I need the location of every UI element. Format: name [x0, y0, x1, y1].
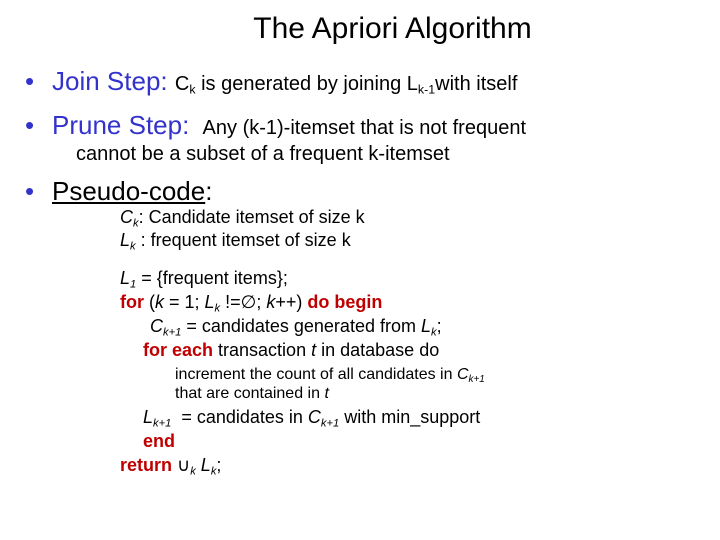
do-begin-keyword: do begin	[307, 292, 383, 312]
for-mid: = 1;	[164, 292, 205, 312]
increment-C-subscript: k+1	[468, 373, 485, 385]
ck-definition	[120, 207, 365, 229]
pseudo-code-colon: :	[205, 176, 213, 206]
foreach-t: t	[311, 340, 317, 360]
bullet-dot: •	[25, 66, 35, 96]
return-L: L	[200, 455, 211, 475]
for-each-keyword: for each	[143, 340, 214, 360]
lk1-C: C	[307, 407, 321, 427]
lk-definition	[120, 230, 351, 252]
for-keyword: for	[120, 292, 144, 312]
join-step-line	[52, 66, 517, 97]
l1-subscript: 1	[130, 278, 137, 291]
return-L-subscript: k	[210, 465, 217, 478]
lk-def-text: : frequent itemset of size k	[135, 230, 351, 250]
lk1-symbol: L	[143, 407, 154, 427]
code-line-candidates	[150, 316, 442, 338]
code-line-lk1	[143, 407, 480, 429]
bullet-dot: •	[25, 110, 35, 140]
code-line-l1	[120, 268, 288, 290]
join-step-text	[175, 73, 518, 95]
candidates-L-subscript: k	[430, 326, 437, 339]
code-line-for	[120, 292, 382, 314]
ck-subscript: k	[189, 82, 196, 97]
for-L-subscript: k	[214, 302, 221, 315]
foreach-rest: in database do	[316, 340, 440, 360]
code-line-contained	[175, 385, 329, 403]
return-keyword: return	[120, 455, 173, 475]
increment-C: C	[456, 366, 469, 383]
code-line-foreach	[143, 340, 439, 361]
join-text-2: with itself	[435, 73, 518, 95]
for-k2: k	[266, 292, 276, 312]
candidates-text: = candidates generated from	[181, 316, 421, 336]
return-semicolon: ;	[216, 455, 222, 475]
union-symbol: ∪	[172, 455, 191, 475]
contained-text: that are contained in	[175, 385, 325, 402]
for-open: (	[144, 292, 155, 312]
l1-symbol: L	[120, 268, 131, 288]
end-keyword: end	[143, 431, 176, 451]
bullet-dot: •	[25, 176, 35, 206]
foreach-text: transaction	[213, 340, 312, 360]
lk1-subscript: k-1	[417, 82, 436, 97]
code-line-return	[120, 455, 221, 477]
join-step-label: Join Step:	[52, 66, 168, 96]
ck-def-subscript: k	[133, 217, 139, 230]
pseudo-code-label: Pseudo-code	[52, 176, 206, 206]
candidates-semicolon: ;	[436, 316, 442, 336]
prune-step-line	[52, 110, 526, 141]
l1-text: = {frequent items};	[136, 268, 288, 288]
ck1-symbol: C	[150, 316, 163, 336]
ck-def-symbol: C	[120, 207, 133, 227]
lk-def-subscript: k	[130, 240, 136, 253]
pseudo-code-heading	[52, 176, 212, 207]
contained-t: t	[324, 385, 329, 402]
ck-symbol: C	[174, 73, 190, 95]
for-L: L	[204, 292, 215, 312]
slide-title: The Apriori Algorithm	[253, 12, 532, 45]
code-line-increment	[175, 366, 485, 385]
union-subscript: k	[190, 465, 196, 478]
prune-step-label: Prune Step:	[52, 110, 190, 140]
ck1-subscript: k+1	[163, 326, 182, 339]
prune-step-text: Any (k-1)-itemset that is not frequent	[202, 117, 527, 139]
for-end: ++)	[275, 292, 308, 312]
ck-def-text: : Candidate itemset of size k	[138, 207, 365, 227]
join-text-1: is generated by joining L	[201, 73, 418, 95]
increment-text: increment the count of all candidates in	[175, 366, 457, 383]
candidates-L: L	[420, 316, 431, 336]
prune-step-continuation: cannot be a subset of a frequent k-itemset	[76, 143, 450, 165]
for-k: k	[155, 292, 164, 312]
code-line-end	[143, 431, 175, 452]
for-rest: !=∅;	[220, 292, 267, 312]
lk1-C-subscript: k+1	[320, 417, 340, 430]
lk-def-symbol: L	[120, 230, 131, 250]
lk1-line-subscript: k+1	[153, 417, 172, 430]
lk1-text: = candidates in	[171, 407, 308, 427]
lk1-rest: with min_support	[339, 407, 481, 427]
